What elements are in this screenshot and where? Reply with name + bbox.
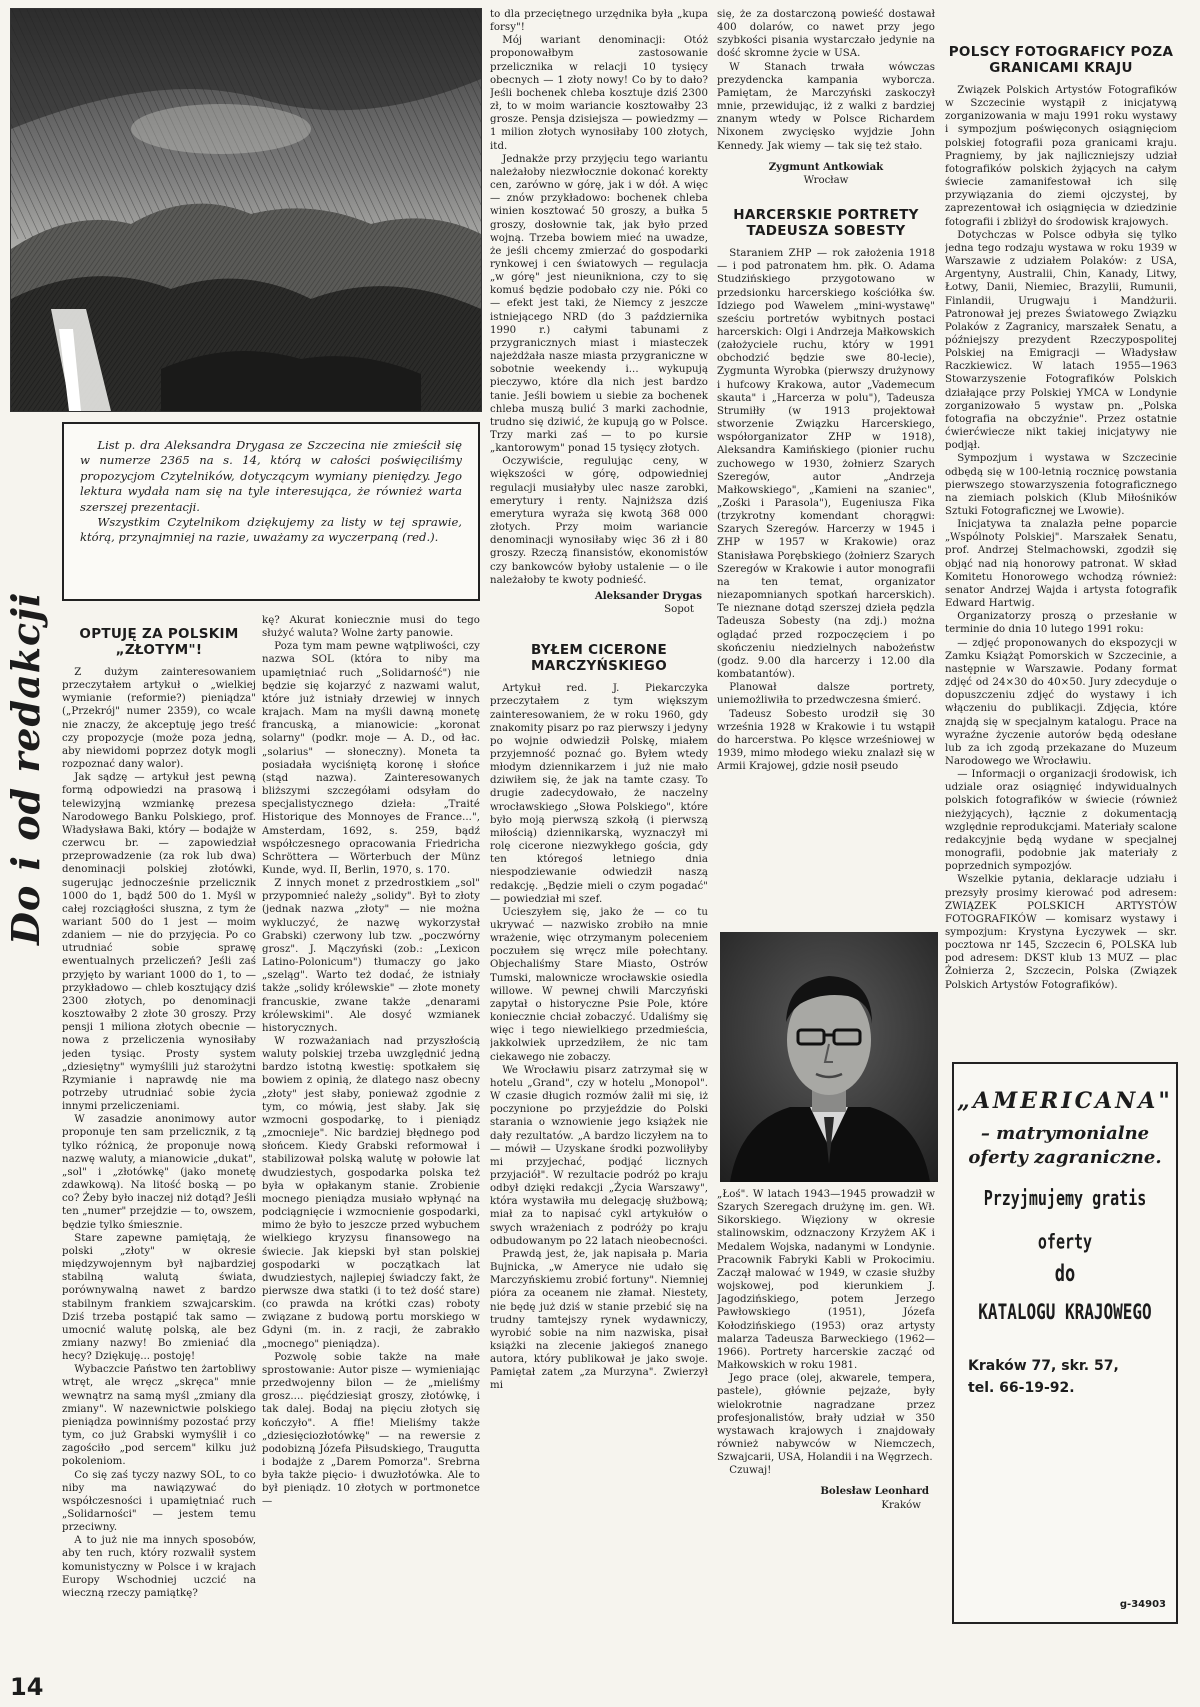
- paragraph: Sympozjum i wystawa w Szczecinie odbędą się w 100-letnią rocznicę powstania pierwszego stowarzyszenia fotograficznego na ziemiach polskich (Klub Miłośników Sztuki Fotograficznej we Lwowie).: [945, 453, 1177, 517]
- author-city: Kraków: [881, 1499, 921, 1511]
- column-3: [490, 8, 708, 1688]
- paragraph: W rozważaniach nad przyszłością waluty polskiej trzeba uwzględnić jedną bardzo istotną kwestię: spotkałem się bowiem z opinią, że dlatego nasz obecny „złoty" jest słaby, ponieważ zgodnie z tym, co mówią, jest słaby. Jak się wzmocni gospodarkę, to i pieniądz „zmocnieje". Nic bardziej błędnego pod słońcem. Kiedy Grabski reformował i stabilizował polską walutę w połowie lat dwudziestych, gospodarka polska też była w opłakanym stanie. Zrobienie mocnego pieniądza musiało wpłynąć na podciągnięcie i wzmocnienie gospodarki, mimo że było to jeszcze przed wybuchem wielkiego kryzysu finansowego na świecie. Jak kiepski był stan polskiej gospodarki w początkach lat dwudziestych, najlepiej świadczy fakt, że pierwsze dwa statki (i to też dość stare) (co prawda na krótki czas) roboty związane z budową portu morskiego w Gdyni (m. in. z racji, że zabrakło „mocnego" pieniądza).: [262, 1036, 480, 1350]
- ad-phone: tel. 66-19-92.: [968, 1380, 1075, 1396]
- paragraph: Stare zapewne pamiętają, że polski „złoty" w okresie międzywojennym był najbardziej stabilną walutą świata, porównywalną nawet z bardzo stabilnym frankiem szwajcarskim. Dziś trzeba postąpić tak samo — umocnić walutę polską, ale bez zmiany nazwy! Bo zmieniać dla hecy? Dziękuję... postoję!: [62, 1232, 256, 1363]
- article-drygas-column-1: [62, 620, 256, 1680]
- paragraph: się, że za dostarczoną powieść dostawał 400 dolarów, co nawet przy jego szybkości pisania wystarczało jedynie na dość skromne życie w USA.: [717, 9, 935, 60]
- paragraph: „Łoś". W latach 1943—1945 prowadził w Szarych Szeregach drużynę im. gen. Wł. Sikorskiego. Więziony w okresie stalinowskim, odznaczony Krzyżem AK i Medalem Wojska, nadanymi w Londynie. Pracownik Fabryki Kabli w Prokocimiu. Zaczął malować w 1949, w czasie służby wojskowej, pod kierunkiem J. Jagodzińskiego, potem Jerzego Pawłowskiego (1951), Józefa Kołodzińskiego (1953) oraz artysty malarza Tadeusza Barweckiego (1962—1966). Portrety harcerskie zacząć od Małkowskich w roku 1981.: [717, 1189, 935, 1372]
- paragraph: Z innych monet z przedrostkiem „sol" przypomnieć należy „solidy". Był to złoty (jednak nazwa „złoty" — nie można wykluczyć, że nazwę wykorzystał Grabski) czerwony lub tzw. „poczwórny grosz". J. Mączyński (zob.: „Lexicon Latino-Polonicum") tłumaczy go jako „szeląg". Warto też dodać, że istniały także „solidy królewskie" — złote monety francuskie, zwane także „denarami królewskimi". Ale dosyć wzmianek historycznych.: [262, 878, 480, 1034]
- article-harcerskie-signature: [717, 1485, 935, 1511]
- author-name: Aleksander Drygas: [594, 589, 702, 602]
- author-city: Wrocław: [803, 174, 849, 186]
- author-city: Sopot: [664, 604, 694, 616]
- paragraph: — zdjęć proponowanych do ekspozycji w Zamku Książąt Pomorskich w Szczecinie, a następnie w Warszawie. Podany format zdjęć od 24×30 do 40×50. Jury zdecyduje o dopuszczeniu zdjęć do wystawy i ich włączeniu do publikacji. Zdjęcia, które znajdą się w specjalnym katalogu. Prace na wyraźne życzenie autorów będą odesłane lub za ich zgodą przekazane do Muzeum Narodowego we Wrocławiu.: [945, 637, 1177, 767]
- landscape-illustration: [10, 8, 482, 412]
- article-drygas-signature: [490, 590, 708, 616]
- paragraph: Czuwaj!: [729, 1465, 772, 1477]
- paragraph: Co się zaś tyczy nazwy SOL, to co niby ma nawiązywać do współczesności i upamiętniać ruch „Solidarności" — jestem temu przeciwny.: [62, 1469, 256, 1534]
- ad-line: – matrymonialne: [980, 1123, 1150, 1144]
- paragraph: Artykuł red. J. Piekarczyka przeczytałem z tym większym zainteresowaniem, że w roku 1960, gdy znakomity pisarz po raz pierwszy i jedyny po wojnie odwiedził Polskę, miałem przyjemność poznać go. Byłem wtedy młodym dziennikarzem i już nie mało dziwiłem się, że jak na tamte czasy. To drugie zadecydowało, że naczelny wrocławskiego „Słowa Polskiego", które było moją pierwszą szkołą (i pierwszą miłością) dziennikarską, wyznaczył mi rolę cicerone niezwykłego gościa, gdy ten któregoś letniego dnia niespodziewanie odwiedził naszą redakcję. „Będzie mieli o czym pogadać" — powiedział mi szef.: [490, 683, 708, 905]
- paragraph: Staraniem ZHP — rok założenia 1918 — i pod patronatem hm. płk. O. Adama Studzińskiego przygotowano w przedsionku harcerskiego kościółka św. Idziego pod Wawelem „mini-wystawę" sześciu portretów wybitnych postaci harcerskich: Olgi i Andrzeja Małkowskich (założyciele ruchu, który w 1991 obchodzić będzie swe 80-lecie), Zygmunta Wyrobka (pierwszy drużynowy i hufcowy Krakowa, autor „Vademecum skauta" i „Harcerza w polu"), Tadeusza Strumiłły (w 1913 projektował stworzenie Związku Harcerskiego, współorganizator ZHP w 1918), Aleksandra Kamińskiego (pionier ruchu zuchowego w 1930, żołnierz Szarych Szeregów, autor „Andrzeja Małkowskiego", „Kamieni na szaniec", „Zośki i Parasola"), Eugeniusza Fika (trzykrotny komendant chorągwi: Szarych Szeregów. Harcerzy w 1945 i ZHP w 1957 w Krakowie) oraz Stanisława Porębskiego (żołnierz Szarych Szeregów w Krakowie i autor monografii na ten temat, organizator niezapomnianych spotkań harcerskich). Te nieznane dotąd szerszej dzieła pędzla Tadeusza Sobesty (na zdj.) można oglądać przed rozpoczęciem i po skończeniu niedzielnych nabożeństw (godz. 9.00 dla harcerzy i 12.00 dla kombatantów).: [717, 248, 935, 681]
- paragraph: Tadeusz Sobesto urodził się 30 września 1928 w Krakowie i tu wstąpił do harcerstwa. Po klęsce wrześniowej w 1939, mimo młodego wieku znalazł się w Armii Krajowej, gdzie nosił pseudo: [717, 708, 935, 773]
- ad-line: do: [1054, 1260, 1076, 1288]
- paragraph: Jednakże przy przyjęciu tego wariantu należałoby niezwłocznie dokonać korekty cen, zarówno w górę, jak i w dół. A więc — znów przykładowo: bochenek chleba winien kosztować 50 groszy, a bułka 5 groszy, dosłownie tak, jak było przed wojną. Trzeba bowiem mieć na uwadze, że jeśli chcemy zmierzać do gospodarki rynkowej i cen światowych — regulacja „w górę" jest nieunikniona, czy to się komuś będzie podobało czy nie. Póki co — efekt jest taki, że Niemcy z jeszcze istniejącego NRD (do 3 października 1990 r.) całymi tabunami z przygranicznych miast i miasteczek najeżdżała nasze miasta przygraniczne w sobotnie weekendy i... wykupują pieczywo, które dla nich jest bardzo tanie. Jeśli bowiem u siebie za bochenek chleba muszą bulić 3 marki zachodnie, trudno się dziwić, że kupują go w Polsce. Trzy marki zaś — to po kursie „kantorowym" ponad 15 tysięcy złotych.: [490, 153, 708, 455]
- paragraph: Jak sądzę — artykuł jest pewną formą odpowiedzi na prasową i telewizyjną wzmiankę prezesa Narodowego Banku Polskiego, prof. Władysława Baki, który — bodajże w czerwcu br. — zapowiedział przeprowadzenie (za rok lub dwa) denominacji polskiej złotówki, sugerując jednocześnie przelicznik 1000 do 1, bądź 500 do 1. Myśl w całej rozciągłości słuszna, z tym że wariant 500 do 1 jest — moim zdaniem — nie do przyjęcia. Po co utrudniać sobie sprawę ewentualnych przeliczeń? Jeśli zaś przyjęto by wariant 1000 do 1, to — przykładowo — chleb kosztujący dziś 2300 złotych, po denominacji kosztowałby 2 złote 30 groszy. Przy pensji 1 miliona złotych obecnie — nowa z przeliczenia wynosiłaby jeden tysiąc. Prosty system „dziesiętny" wymyślili już starożytni Rzymianie i naprawdę nie ma potrzeby utrudniać sobie życia innymi przeliczeniami.: [62, 772, 256, 1113]
- ad-line: Przyjmujemy gratis oferty: [983, 1186, 1147, 1254]
- article-drygas-title: OPTUJĘ ZA POLSKIM „ZŁOTYM"!: [79, 626, 239, 658]
- paragraph: We Wrocławiu pisarz zatrzymał się w hotelu „Grand", czy w hotelu „Monopol". W czasie długich rozmów żalił mi się, iż poczynione po przyjeździe do Polski starania o wznowienie jego książek nie dały rezultatów. „A bardzo liczyłem na to — mówił — Uzyskane środki pozwoliłyby mi przyjechać, podjąć licznych przyjaciół". W rezultacie podróż po kraju odbył dzięki redakcji „Życia Warszawy", która wystawiła mu delegację służbową; miał za to napisać cykl artykułów o swych wrażeniach z podróży po kraju odbudowanym po 22 latach nieobecności.: [490, 1064, 708, 1247]
- paragraph: kę? Akurat koniecznie musi do tego służyć waluta? Wolne żarty panowie.: [262, 615, 480, 640]
- paragraph: Związek Polskich Artystów Fotografików w Szczecinie wystąpił z inicjatywą zorganizowania w maju 1991 roku wystawy i sympozjum poświęconych osiągnięciom polskiej fotografii poza granicami kraju. Pragniemy, by jak najliczniejszy udział fotografików polskich żyjących na całym świecie zamanifestował ich silę przywiązania do ziemi ojczystej, by zaprezentował ich osiągnięcia w dziedzinie fotografii i zbliżył do środowisk krajowych.: [945, 85, 1177, 228]
- editor-note-paragraph: List p. dra Aleksandra Drygasa ze Szczecina nie zmieścił się w numerze 2365 na s. 14, którą w całości poświęciliśmy propozycjom Czytelników, dotyczącym wymiany pieniędzy. Jego lektura wydała nam się na tyle interesująca, że również warta szerszej prezentacji.: [80, 438, 462, 514]
- ad-code: g-34903: [1119, 1599, 1166, 1610]
- paragraph: A to już nie ma innych sposobów, aby ten ruch, który rozwalił system komunistyczny w Polsce i w krajach Europy Wschodniej uczcić na wieczną rzeczy pamiątkę?: [62, 1535, 256, 1599]
- paragraph: Poza tym mam pewne wątpliwości, czy nazwa SOL (która to niby ma upamiętniać ruch „Solidarność") nie będzie się kojarzyć z nazwami walut, które już istniały drzewiej w innych krajach. Mam na myśli dawną monetę francuską, a mianowicie: „koronat solarny" (podkr. moje — A. D., od łac. „solarius" — słoneczny). Moneta ta posiadała wyciśniętą koronę i słońce (stąd nazwa). Zainteresowanych bliższymi szczegółami odsyłam do specjalistycznego dzieła: „Traité Historique des Monnoyes de France...", Amsterdam, 1692, s. 259, bądź współczesnego opracowania Friedricha Schröttera — Wörterbuch der Münz Kunde, wyd. II, Berlin, 1970, s. 170.: [262, 641, 480, 876]
- ad-line: oferty zagraniczne.: [968, 1147, 1162, 1168]
- editor-note-paragraph: Wszystkim Czytelnikom dziękujemy za listy w tej sprawie, którą, przynajmniej na razie, uważamy za wyczerpaną (red.).: [80, 515, 462, 545]
- column-4: [717, 8, 935, 928]
- paragraph: Jego prace (olej, akwarele, tempera, pastele), głównie pejzaże, były wielokrotnie nagradzane przez profesjonalistów, brały udział w 350 wystawach krajowych i znajdowały również nabywców w Niemczech, Szwajcarii, USA, Holandii i na Węgrzech.: [717, 1373, 935, 1464]
- article-harcerskie-title: HARCERSKIE PORTRETY TADEUSZA SOBESTY: [733, 207, 919, 240]
- author-name: Bolesław Leonhard: [820, 1485, 929, 1498]
- article-fotograficy-column: [945, 44, 1177, 1054]
- paragraph: W Stanach trwała wówczas prezydencka kampania wyborcza. Pamiętam, że Marczyński zaskoczył mnie, przewidując, iż z walki z bardziej znanym wtedy w Polsce Richardem Nixonem zwycięsko wyjdzie John Kennedy. Jak wiemy — tak się też stało.: [717, 61, 935, 152]
- article-fotograficy-title: POLSCY FOTOGRAFICY POZA GRANICAMI KRAJU: [948, 44, 1174, 76]
- article-cicerone-signature: [717, 161, 935, 187]
- paragraph: Oczywiście, regulując ceny, w większości w górę, odpowiedniej regulacji musiałyby ulec nasze zarobki, emerytury i renty. Najniższa dziś emerytura wyraża się kwotą 368 000 złotych. Przy moim wariancie denominacji wynosiłaby więc 36 zł i 80 groszy. Rzeczą finansistów, ekonomistów czy bankowców byłoby ustalenie — o ile należałoby te kwoty podnieść.: [490, 456, 708, 586]
- author-name: Zygmunt Antkowiak: [768, 160, 884, 173]
- paragraph: Prawdą jest, że, jak napisała p. Maria Bujnicka, „w Ameryce nie udało się Marczyńskiemu zrobić fortuny". Niemniej pióra za oceanem nie złamał. Niestety, nie będę już dziś w stanie przebić się na trudny tamtejszy rynek wydawniczy, wyrobić sobie na nim nazwiska, pisał książki na zlecenie jakiegoś znanego autora, który publikował je jako swoje. Pamiętał zatem „za Murzyna". Zwierzył mi: [490, 1248, 708, 1392]
- ad-address: Kraków 77, skr. 57,: [968, 1358, 1119, 1374]
- paragraph: to dla przeciętnego urzędnika była „kupa forsy"!: [490, 9, 708, 34]
- paragraph: Wszelkie pytania, deklaracje udziału i prezsyły prosimy kierować pod adresem: ZWIĄZEK POLSKICH ARTYSTÓW FOTOGRAFIKÓW — komisarz wystawy i sympozjum: Krystyna Łyczywek — skr. pocztowa nr 145, Szczecin 6, POLSKA lub pod adresem: DKST klub 13 MUZ — plac Żołnierza 2, Szczecin, Polska (Związek Polskich Artystów Fotografików).: [945, 874, 1177, 991]
- paragraph: Planował dalsze portrety, uniemożliwiła to przedwczesna śmierć.: [717, 682, 935, 707]
- paragraph: Ucieszyłem się, jako że — co tu ukrywać — nazwisko zrobiło na mnie wrażenie, więc otrzymanym poleceniem poczułem się wręcz mile połechtany. Objechaliśmy Stare Miasto, Ostrów Tumski, malownicze wrocławskie osiedla willowe. W pewnej chwili Marczyński zapytał o historyczne Psie Pole, które koniecznie chciał zobaczyć. Udaliśmy się więc i tego niewielkiego przedmieścia, jakkolwiek uprzedziłem, że nic tam ciekawego nie zobaczy.: [490, 906, 708, 1063]
- americana-advertisement: [952, 1062, 1178, 1624]
- paragraph: W zasadzie anonimowy autor proponuje ten sam przelicznik, z tą tylko różnicą, że proponuje nową nazwę waluty, a mianowicie „dukat", „sol" i „złotówkę" (jako monetę zdawkową). Na litość boską — po co? Żeby było inaczej niż dotąd? Jeśli ten „numer" przejdzie — to, owszem, będzie tylko śmiesznie.: [62, 1114, 256, 1231]
- paragraph: Mój wariant denominacji: Otóż proponowałbym zastosowanie przelicznika w relacji 10 tysięcy obecnych — 1 złoty nowy! Co by to dało? Jeśli bochenek chleba kosztuje dziś 2300 zł, to w moim wariancie kosztowałby 23 grosze. Pensja dzisiejsza — powiedzmy — 1 milion złotych wynosiłaby 100 złotych, itd.: [490, 35, 708, 152]
- portrait-photo: [720, 932, 938, 1182]
- page-number: 14: [10, 1673, 44, 1701]
- section-label: [5, 540, 51, 950]
- paragraph: Organizatorzy proszą o przesłanie w terminie do dnia 10 lutego 1991 roku:: [945, 611, 1177, 636]
- article-harcerskie-column-continued: [717, 1188, 935, 1688]
- ad-line: KATALOGU KRAJOWEGO: [978, 1298, 1152, 1325]
- paragraph: Inicjatywa ta znalazła pełne poparcie „Wspólnoty Polskiej". Marszałek Senatu, prof. Andrzej Stelmachowski, zgodził się objąć nad nią honorowy patronat. W skład Komitetu Honorowego wchodzą również: senator Andrzej Wajda i artysta fotografik Edward Hartwig.: [945, 519, 1177, 610]
- section-label-text: Do i od redakcji: [5, 591, 48, 945]
- paragraph: — Informacji o organizacji środowisk, ich udziale oraz osiągnięć indywidualnych polskich fotografików w świecie (również nieżyjących), łącznie z dokumentacją względnie reprodukcjami. Materiały scalone redakcyjnie będą wydane w specjalnej monografii, podobnie jak materiały z poprzednich sympozjów.: [945, 769, 1177, 873]
- article-drygas-column-2: [262, 614, 480, 1684]
- paragraph: Wybaczcie Państwo ten żartobliwy wtręt, ale wręcz „skręca" mnie wewnątrz na samą myśl „zmiany dla zmiany". W nazewnictwie polskiego pieniądza powinniśmy pozostać przy tym, co już Grabski wymyślił i co zagościło „pod sercem" kilku już pokoleniom.: [62, 1364, 256, 1468]
- article-cicerone-title: BYŁEM CICERONE MARCZYŃSKIEGO: [530, 642, 667, 675]
- paragraph: Z dużym zainteresowaniem przeczytałem artykuł o „wielkiej wymianie (reformie?) pieniądza" („Przekrój" numer 2359), co wcale nie znaczy, że akceptuję jego treść czy propozycje (może poza jedną, aby niewidomi poprzez dotyk mogli rozpoznać dany walor).: [62, 667, 256, 771]
- ad-title: „AMERICANA": [957, 1088, 1173, 1114]
- paragraph: Pozwolę sobie także na małe sprostowanie: Autor pisze — wymieniając przedwojenny bilon — że „mieliśmy grosz.... pięćdziesiąt groszy, złotówkę, i tak dalej. Bodaj na pięciu złotych się kończyło". A ffie! Mieliśmy także „dziesięciozłotówkę" — na rewersie z podobizną Józefa Piłsudskiego, Traugutta i bodajże z „Darem Pomorza". Srebrna była także pięcio- i dwuzłotówka. Ale to był pieniądz. 10 złotych w portmonetce —: [262, 1351, 480, 1508]
- editor-note-box: [62, 422, 480, 601]
- paragraph: Dotychczas w Polsce odbyła się tylko jedna tego rodzaju wystawa w roku 1939 w Warszawie z udziałem Polaków: z USA, Argentyny, Australii, Chin, Kanady, Litwy, Łotwy, Danii, Niemiec, Brazylii, Rumunii, Finlandii, Urugwaju i Mandżurii. Patronował jej prezes Światowego Związku Polaków z Zagranicy, marszałek Senatu, a późniejszy prezydent Rzeczypospolitej Polskiej na Emigracji — Władysław Raczkiewicz. W latach 1955—1963 Stowarzyszenie Fotografików Polskich działające przy Polskiej YMCA w Londynie zorganizowało 5 wystaw pn. „Polska fotografia na obczyźnie". Przez ostatnie ćwierćwiecze nikt takiej inicjatywy nie podjął.: [945, 229, 1177, 452]
